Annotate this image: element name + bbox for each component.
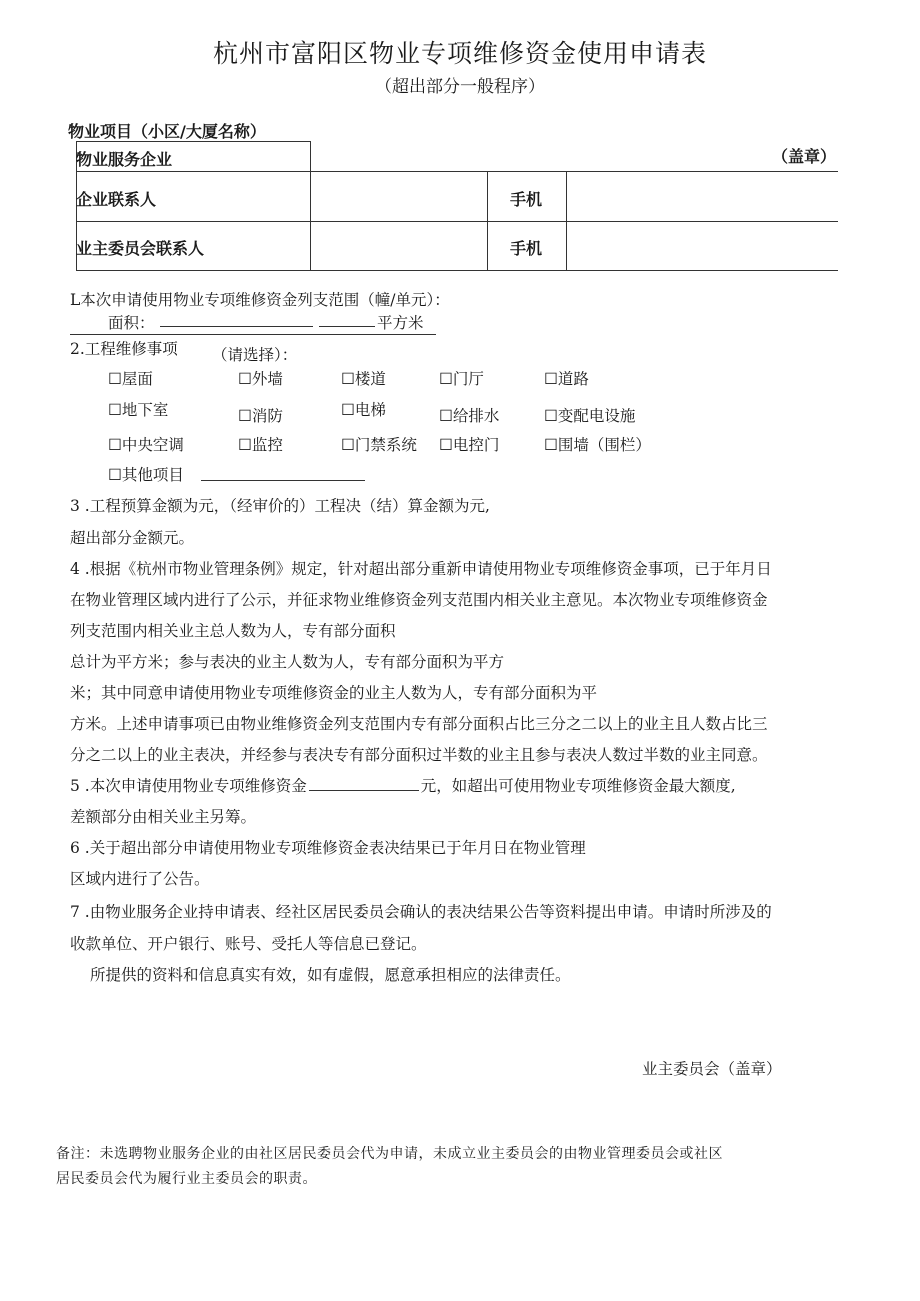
checkbox-fire[interactable]: ☐消防 <box>238 407 283 425</box>
phone-label-2: 手机 <box>510 239 543 258</box>
checkbox-icon: ☐ <box>108 370 122 388</box>
table-col-divider-2 <box>487 171 488 270</box>
checkbox-icon: ☐ <box>544 436 558 454</box>
page-subtitle: （超出部分一般程序） <box>375 77 545 97</box>
table-row-line-1 <box>76 171 838 172</box>
item7-line1: 7 .由物业服务企业持申请表、经社区居民委员会确认的表决结果公告等资料提出申请。申请时所涉及的 <box>70 903 772 921</box>
checkbox-corridor[interactable]: ☐楼道 <box>341 370 386 388</box>
service-company-field[interactable] <box>312 143 767 169</box>
checkbox-electric-door[interactable]: ☐电控门 <box>439 436 500 454</box>
checkbox-icon: ☐ <box>439 436 453 454</box>
checkbox-lobby[interactable]: ☐门厅 <box>439 370 484 388</box>
checkbox-icon: ☐ <box>439 407 453 425</box>
item7-line3: 所提供的资料和信息真实有效，如有虚假，愿意承担相应的法律责任。 <box>90 966 571 984</box>
checkbox-icon: ☐ <box>238 407 252 425</box>
checkbox-fence[interactable]: ☐围墙（围栏） <box>544 436 651 454</box>
item5-line2: 差额部分由相关业主另筹。 <box>70 808 257 826</box>
checkbox-icon: ☐ <box>238 370 252 388</box>
company-contact-label: 企业联系人 <box>76 190 157 209</box>
item3-line2: 超出部分金额元。 <box>70 529 195 547</box>
checkbox-icon: ☐ <box>341 401 355 419</box>
item4-line3: 列支范围内相关业主总人数为人，专有部分面积 <box>70 622 396 640</box>
checkbox-icon: ☐ <box>341 436 355 454</box>
item3-line1: 3 .工程预算金额为元，（经审价的）工程决（结）算金额为元, <box>70 497 490 515</box>
service-company-label: 物业服务企业 <box>76 150 173 169</box>
table-row-line-2 <box>76 221 838 222</box>
checkbox-icon: ☐ <box>439 370 453 388</box>
item7-line2: 收款单位、开户银行、账号、受托人等信息已登记。 <box>70 935 427 953</box>
checkbox-plumbing[interactable]: ☐给排水 <box>439 407 500 425</box>
table-col-divider-1 <box>310 141 311 270</box>
area-unit: 平方米 <box>377 314 424 332</box>
phone-label-1: 手机 <box>510 190 543 209</box>
committee-contact-label: 业主委员会联系人 <box>76 239 205 258</box>
item6-line1: 6 .关于超出部分申请使用物业专项维修资金表决结果已于年月日在物业管理 <box>70 839 586 857</box>
item1-divider <box>70 334 436 335</box>
other-item-blank[interactable] <box>201 480 365 481</box>
area-blank-1[interactable] <box>160 326 313 327</box>
item4-line1: 4 .根据《杭州市物业管理条例》规定，针对超出部分重新申请使用物业专项维修资金事项，已于年月日 <box>70 560 772 578</box>
note-line1: 备注：未选聘物业服务企业的由社区居民委员会代为申请，未成立业主委员会的由物业管理委员会或社区 <box>56 1146 723 1162</box>
checkbox-icon: ☐ <box>238 436 252 454</box>
checkbox-roof[interactable]: ☐屋面 <box>108 370 153 388</box>
table-top-line-left <box>76 141 310 142</box>
checkbox-central-ac[interactable]: ☐中央空调 <box>108 436 184 454</box>
area-blank-2[interactable] <box>319 326 375 327</box>
item2-label: 2.工程维修事项 <box>70 340 178 358</box>
company-contact-field[interactable] <box>312 173 485 219</box>
committee-contact-field[interactable] <box>312 223 485 268</box>
checkbox-exterior-wall[interactable]: ☐外墙 <box>238 370 283 388</box>
checkbox-power-distribution[interactable]: ☐变配电设施 <box>544 407 636 425</box>
checkbox-basement[interactable]: ☐地下室 <box>108 401 169 419</box>
checkbox-icon: ☐ <box>544 370 558 388</box>
checkbox-road[interactable]: ☐道路 <box>544 370 589 388</box>
checkbox-icon: ☐ <box>108 466 122 484</box>
page-title: 杭州市富阳区物业专项维修资金使用申请表 <box>212 39 707 68</box>
item4-line7: 分之二以上的业主表决，并经参与表决专有部分面积过半数的业主且参与表决人数过半数的业主同意。 <box>70 746 768 764</box>
item1-text: L本次申请使用物业专项维修资金列支范围（幢/单元）： <box>70 291 450 309</box>
checkbox-access-control[interactable]: ☐门禁系统 <box>341 436 417 454</box>
seal-label: （盖章） <box>772 147 837 166</box>
note-line2: 居民委员会代为履行业主委员会的职责。 <box>56 1171 317 1187</box>
checkbox-icon: ☐ <box>544 407 558 425</box>
item5-line1: 5 .本次申请使用物业专项维修资金 元，如超出可使用物业专项维修资金最大额度, <box>70 777 736 795</box>
checkbox-icon: ☐ <box>108 436 122 454</box>
item4-line5: 米；其中同意申请使用物业专项维修资金的业主人数为人，专有部分面积为平 <box>70 684 598 702</box>
checkbox-elevator[interactable]: ☐电梯 <box>341 401 386 419</box>
item2-hint: （请选择）： <box>212 346 298 364</box>
company-phone-field[interactable] <box>568 173 836 219</box>
committee-signature: 业主委员会（盖章） <box>642 1060 782 1078</box>
item6-line2: 区域内进行了公告。 <box>70 870 210 888</box>
table-bottom-line <box>76 270 838 271</box>
table-col-divider-3 <box>566 171 567 270</box>
item4-line6: 方米。上述申请事项已由物业维修资金列支范围内专有部分面积占比三分之二以上的业主且人数占比三 <box>70 715 768 733</box>
checkbox-surveillance[interactable]: ☐监控 <box>238 436 283 454</box>
item4-line2: 在物业管理区域内进行了公示，并征求物业维修资金列支范围内相关业主意见。本次物业专项维修资金 <box>70 591 768 609</box>
area-label: 面积： <box>108 314 155 332</box>
checkbox-icon: ☐ <box>341 370 355 388</box>
project-label: 物业项目（小区/大厦名称） <box>68 122 266 141</box>
fund-amount-blank[interactable] <box>309 776 419 791</box>
item4-line4: 总计为平方米；参与表决的业主人数为人，专有部分面积为平方 <box>70 653 505 671</box>
checkbox-icon: ☐ <box>108 401 122 419</box>
committee-phone-field[interactable] <box>568 223 836 268</box>
checkbox-other[interactable]: ☐其他项目 <box>108 466 184 484</box>
